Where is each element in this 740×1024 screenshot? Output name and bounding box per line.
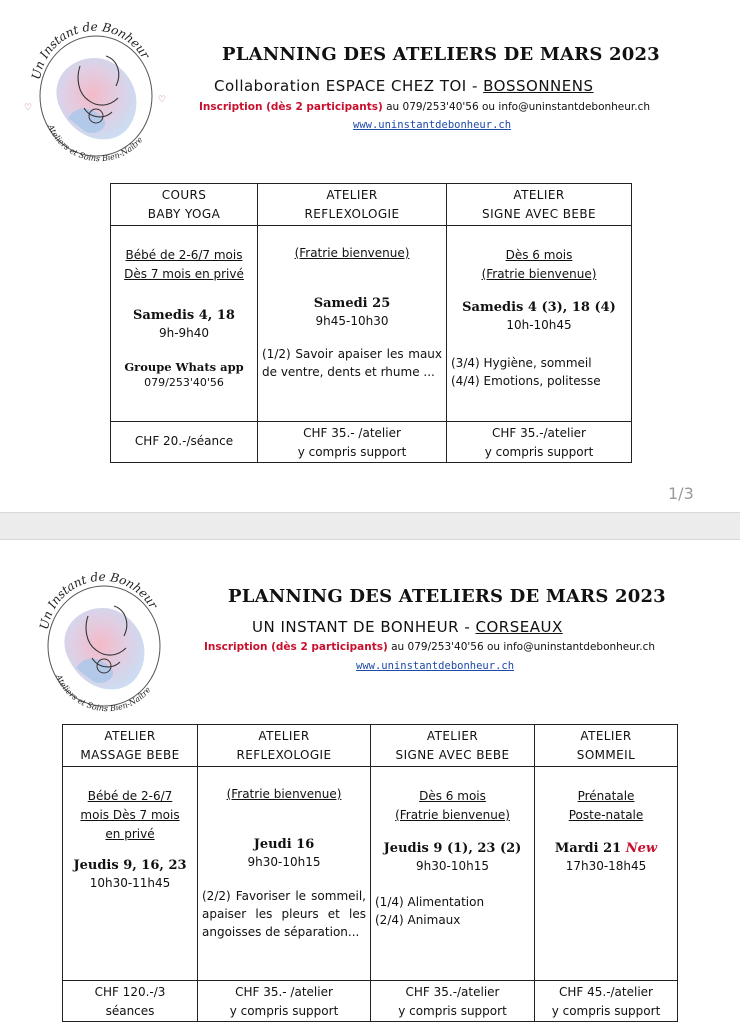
page-title: PLANNING DES ATELIERS DE MARS 2023 (228, 586, 666, 607)
session-date: Jeudi 16 (253, 837, 315, 852)
new-badge: New (625, 841, 658, 856)
session-time: 9h30-10h15 (247, 855, 321, 869)
document-page-2 (0, 540, 740, 1024)
header-cell: ATELIER SIGNE AVEC BEBE (371, 725, 535, 767)
subtitle-prefix: UN INSTANT DE BONHEUR - (252, 618, 476, 636)
inscription-contact: au 079/253'40'56 ou info@uninstantdebonheur.ch (387, 641, 656, 653)
session-time: 17h30-18h45 (565, 859, 647, 873)
price-cell: CHF 35.-/atelier y compris support (447, 422, 632, 463)
session-time: 10h-10h45 (506, 318, 572, 332)
age-line: Dès 6 mois (505, 248, 573, 262)
website-link[interactable]: www.uninstantdebonheur.ch (356, 660, 515, 672)
session-date: Jeudis 9 (1), 23 (2) (383, 841, 522, 856)
svg-text:♡: ♡ (24, 103, 33, 113)
header-cell: ATELIER REFLEXOLOGIE (198, 725, 371, 767)
body-cell-reflexologie (258, 226, 447, 422)
subtitle-location: BOSSONNENS (483, 77, 594, 95)
body-cell-baby-yoga (111, 226, 258, 422)
session-date (535, 841, 677, 856)
table-header-row (63, 725, 678, 767)
subtitle-location: CORSEAUX (475, 618, 563, 636)
session-date-text: Mardi 21 (554, 841, 622, 856)
price-cell: CHF 20.-/séance (111, 422, 258, 463)
table-price-row (63, 981, 678, 1022)
type-line: Prénatale (577, 789, 635, 803)
table-price-row (111, 422, 632, 463)
table-header-row (111, 184, 632, 226)
logo-illustration (18, 8, 168, 168)
page-title: PLANNING DES ATELIERS DE MARS 2023 (222, 44, 660, 65)
price-cell: CHF 45.-/atelier y compris support (535, 981, 678, 1022)
topic-line: (3/4) Hygiène, sommeil (451, 356, 592, 370)
table-body-row (63, 767, 678, 981)
logo-illustration (26, 558, 176, 718)
inscription-line (204, 641, 655, 653)
page-separator (0, 512, 740, 540)
svg-text:Ateliers et Soins Bien-Naître: Ateliers et Soins Bien-Naître (54, 673, 153, 714)
sibling-note: (Fratrie bienvenue) (395, 808, 510, 822)
price-cell: CHF 35.- /atelier y compris support (258, 422, 447, 463)
brand-logo (18, 8, 168, 168)
svg-text:Ateliers et Soins Bien-Naître: Ateliers et Soins Bien-Naître (46, 123, 145, 164)
price-cell: CHF 120.-/3 séances (63, 981, 198, 1022)
schedule-table (62, 724, 678, 1022)
page-subtitle (214, 77, 594, 95)
inscription-label: Inscription (dès 2 participants) (199, 101, 383, 113)
svg-text:Un Instant de Bonheur: Un Instant de Bonheur (28, 19, 153, 81)
group-phone: 079/253'40'56 (144, 376, 224, 389)
inscription-contact: au 079/253'40'56 ou info@uninstantdebonheur.ch (382, 101, 651, 113)
svg-text:♡: ♡ (158, 95, 167, 105)
page-indicator: 1/3 (668, 484, 694, 503)
svg-text:Un Instant de Bonheur: Un Instant de Bonheur (36, 569, 161, 631)
type-line: Poste-natale (568, 808, 644, 822)
session-date: Samedi 25 (313, 296, 391, 311)
session-time: 9h-9h40 (158, 326, 210, 340)
sibling-note: (Fratrie bienvenue) (294, 246, 410, 260)
website-link[interactable]: www.uninstantdebonheur.ch (353, 119, 512, 131)
price-cell: CHF 35.-/atelier y compris support (371, 981, 535, 1022)
body-cell-massage (63, 767, 198, 981)
age-line: Bébé de 2-6/7 mois (125, 248, 243, 262)
age-line: Bébé de 2-6/7 mois Dès 7 mois en privé (80, 789, 180, 841)
price-cell: CHF 35.- /atelier y compris support (198, 981, 371, 1022)
workshop-description: (2/2) Favoriser le sommeil, apaiser les pleurs et les angoisses de séparation... (202, 889, 366, 939)
session-time: 9h45-10h30 (315, 314, 389, 328)
brand-logo (26, 558, 176, 718)
body-cell-signe (371, 767, 535, 981)
topic-line: (4/4) Emotions, politesse (451, 374, 601, 388)
age-line: Dès 7 mois en privé (124, 267, 244, 281)
page-subtitle (252, 618, 563, 636)
body-cell-reflexologie (198, 767, 371, 981)
schedule-table (110, 183, 632, 463)
sibling-note: (Fratrie bienvenue) (226, 787, 342, 801)
header-cell: ATELIER SOMMEIL (535, 725, 678, 767)
topic-line: (1/4) Alimentation (375, 895, 485, 909)
session-date: Samedis 4, 18 (133, 308, 235, 323)
session-time: 9h30-10h15 (416, 859, 489, 873)
header-cell: ATELIER MASSAGE BEBE (63, 725, 198, 767)
age-line: Dès 6 mois (419, 789, 486, 803)
group-label: Groupe Whats app (124, 360, 244, 374)
sibling-note: (Fratrie bienvenue) (481, 267, 597, 281)
session-time: 10h30-11h45 (89, 876, 171, 890)
header-cell: ATELIER SIGNE AVEC BEBE (447, 184, 632, 226)
body-cell-signe (447, 226, 632, 422)
body-cell-sommeil (535, 767, 678, 981)
subtitle-prefix: Collaboration ESPACE CHEZ TOI - (214, 77, 484, 95)
inscription-line (199, 101, 650, 113)
session-date: Samedis 4 (3), 18 (4) (462, 300, 616, 315)
session-date: Jeudis 9, 16, 23 (73, 858, 187, 873)
inscription-label: Inscription (dès 2 participants) (204, 641, 388, 653)
workshop-description: (1/2) Savoir apaiser les maux de ventre, dents et rhume ... (262, 347, 442, 379)
topic-line: (2/4) Animaux (375, 913, 461, 927)
header-cell: COURS BABY YOGA (111, 184, 258, 226)
header-cell: ATELIER REFLEXOLOGIE (258, 184, 447, 226)
table-body-row (111, 226, 632, 422)
